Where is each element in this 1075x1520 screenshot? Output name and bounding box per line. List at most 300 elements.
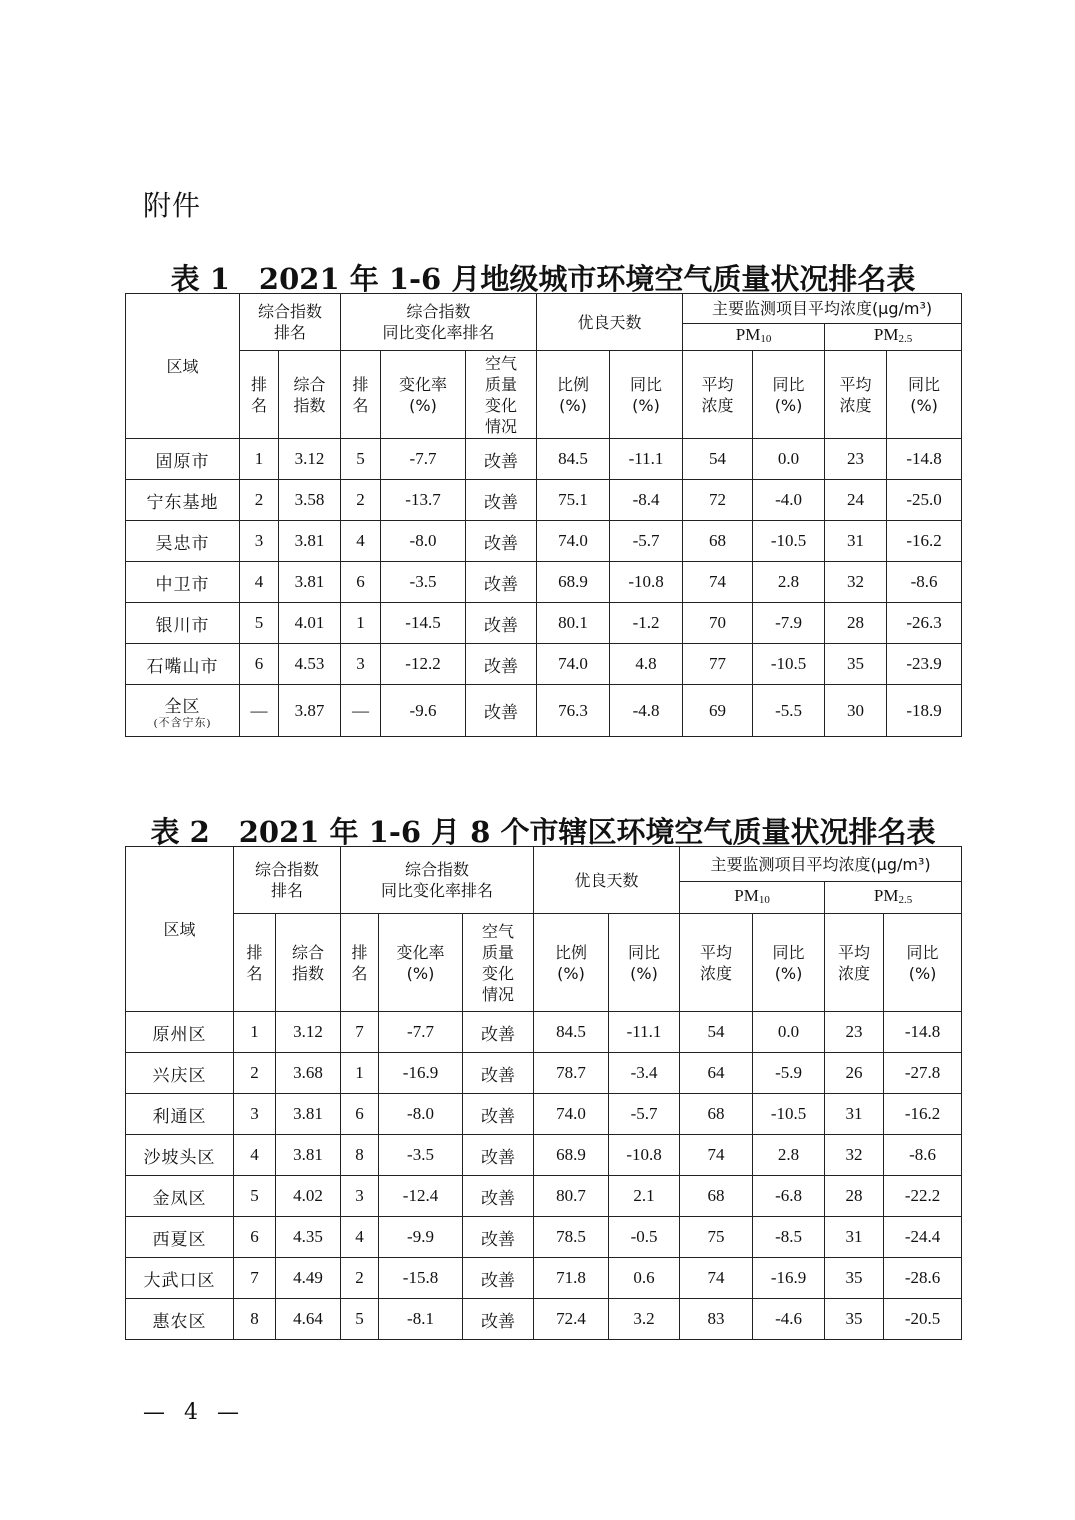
header-index <box>276 914 341 1012</box>
cell-region <box>126 1299 234 1340</box>
cell-pm10: 64 <box>680 1053 753 1094</box>
cell-pm10-yoy: -8.5 <box>753 1217 825 1258</box>
cell-change-rank: 4 <box>341 1217 379 1258</box>
cell-index: 3.81 <box>279 562 341 603</box>
cell-rank: 8 <box>234 1299 276 1340</box>
cell-change-rate: -13.7 <box>381 480 466 521</box>
cell-yoy: -4.8 <box>610 685 683 737</box>
header-pm25-yoy <box>887 351 962 439</box>
header-pm25-avg-line: 平均 <box>838 942 871 962</box>
cell-rank: 3 <box>234 1094 276 1135</box>
header-region: 区域 <box>126 294 240 439</box>
header-change-rank-num-text: 排名 <box>351 942 368 983</box>
cell-condition: 改善 <box>463 1258 534 1299</box>
cell-ratio: 68.9 <box>534 1135 609 1176</box>
cell-rank: 4 <box>234 1135 276 1176</box>
cell-change-rate: -7.7 <box>381 439 466 480</box>
cell-index: 4.64 <box>276 1299 341 1340</box>
cell-change-rate: -15.8 <box>379 1258 463 1299</box>
header-pm10-avg <box>683 351 753 439</box>
header-yoy-line: (%) <box>630 963 658 983</box>
cell-ratio: 68.9 <box>537 562 610 603</box>
header-quality-change <box>463 914 534 1012</box>
cell-yoy: 2.1 <box>609 1176 680 1217</box>
pm25-sub: 2.5 <box>898 893 913 906</box>
cell-pm10-yoy: -4.6 <box>753 1299 825 1340</box>
cell-index: 4.02 <box>276 1176 341 1217</box>
cell-yoy: -10.8 <box>610 562 683 603</box>
header-quality-change <box>466 351 537 439</box>
header-change-rank-line: 综合指数 <box>406 302 471 321</box>
cell-ratio: 74.0 <box>537 644 610 685</box>
cell-pm10: 68 <box>680 1094 753 1135</box>
header-pm10-yoy-line: 同比 <box>772 942 805 962</box>
cell-region <box>126 1135 234 1176</box>
cell-pm25-yoy: -18.9 <box>887 685 962 737</box>
cell-condition: 改善 <box>463 1012 534 1053</box>
region-name: 吴忠市 <box>155 533 210 553</box>
cell-index: 3.81 <box>276 1135 341 1176</box>
table2-district-ranking <box>125 846 962 1340</box>
cell-pm10-yoy: -10.5 <box>753 644 825 685</box>
region-name: 金凤区 <box>152 1188 207 1208</box>
cell-change-rate: -3.5 <box>381 562 466 603</box>
cell-ratio: 71.8 <box>534 1258 609 1299</box>
cell-change-rate: -12.2 <box>381 644 466 685</box>
cell-yoy: -3.4 <box>609 1053 680 1094</box>
cell-condition: 改善 <box>463 1094 534 1135</box>
header-pm25-yoy-line: (%) <box>908 963 937 983</box>
cell-change-rank: 1 <box>341 1053 379 1094</box>
cell-pm25-yoy: -14.8 <box>884 1012 962 1053</box>
cell-yoy: -11.1 <box>610 439 683 480</box>
header-pm25-avg <box>825 351 887 439</box>
header-ratio-line: 比例 <box>557 374 590 394</box>
cell-index: 3.81 <box>276 1094 341 1135</box>
cell-region <box>126 521 240 562</box>
cell-ratio: 72.4 <box>534 1299 609 1340</box>
cell-rank: 5 <box>234 1176 276 1217</box>
cell-pm10-yoy: -6.8 <box>753 1176 825 1217</box>
table-row <box>126 439 962 480</box>
header-pollutants: 主要监测项目平均浓度(μg/m³) <box>680 847 962 882</box>
header-change-rank-line: 同比变化率排名 <box>382 323 495 342</box>
cell-rank: 6 <box>234 1217 276 1258</box>
header-pm25-avg <box>825 914 884 1012</box>
header-pm25-avg-line: 浓度 <box>838 963 871 983</box>
cell-index: 3.12 <box>276 1012 341 1053</box>
header-pm25 <box>825 324 962 351</box>
header-pollutants: 主要监测项目平均浓度(μg/m³) <box>683 294 962 324</box>
cell-change-rate: -14.5 <box>381 603 466 644</box>
cell-pm25: 35 <box>825 644 887 685</box>
header-pm10-yoy <box>753 914 825 1012</box>
region-name: 固原市 <box>155 451 210 471</box>
cell-index: 3.87 <box>279 685 341 737</box>
header-change-rate-line: 变化率 <box>399 374 448 394</box>
cell-region <box>126 562 240 603</box>
cell-change-rank: 6 <box>341 1094 379 1135</box>
cell-pm25-yoy: -8.6 <box>887 562 962 603</box>
pm25-base: PM <box>873 885 899 905</box>
cell-rank: 1 <box>234 1012 276 1053</box>
header-quality-change-text: 空气质量变化情况 <box>482 921 515 1004</box>
pm25-label <box>874 886 912 905</box>
cell-pm25: 31 <box>825 1094 884 1135</box>
header-composite-rank <box>240 294 341 351</box>
header-yoy <box>609 914 680 1012</box>
cell-index: 3.58 <box>279 480 341 521</box>
pm25-base: PM <box>873 325 899 344</box>
cell-change-rank: 2 <box>341 480 381 521</box>
header-index <box>279 351 341 439</box>
cell-rank: — <box>240 685 279 737</box>
cell-condition: 改善 <box>466 603 537 644</box>
header-pm25-yoy <box>884 914 962 1012</box>
cell-ratio: 76.3 <box>537 685 610 737</box>
cell-index: 3.12 <box>279 439 341 480</box>
cell-pm10-yoy: -4.0 <box>753 480 825 521</box>
cell-pm10-yoy: 0.0 <box>753 1012 825 1053</box>
table-row <box>126 1094 962 1135</box>
cell-index: 3.81 <box>279 521 341 562</box>
cell-pm10-yoy: 2.8 <box>753 1135 825 1176</box>
cell-condition: 改善 <box>466 562 537 603</box>
cell-ratio: 84.5 <box>534 1012 609 1053</box>
header-yoy-line: 同比 <box>628 942 661 962</box>
cell-ratio: 84.5 <box>537 439 610 480</box>
region-name: 中卫市 <box>155 574 210 594</box>
region-name: 原州区 <box>152 1024 207 1044</box>
cell-pm10: 83 <box>680 1299 753 1340</box>
cell-ratio: 75.1 <box>537 480 610 521</box>
cell-pm25: 23 <box>825 1012 884 1053</box>
table-row <box>126 480 962 521</box>
cell-index: 4.01 <box>279 603 341 644</box>
cell-pm10-yoy: -5.9 <box>753 1053 825 1094</box>
header-pm10-avg-line: 浓度 <box>700 963 733 983</box>
cell-change-rate: -8.0 <box>381 521 466 562</box>
cell-change-rank: 4 <box>341 521 381 562</box>
cell-pm25-yoy: -26.3 <box>887 603 962 644</box>
region-name: 西夏区 <box>152 1229 207 1249</box>
header-ratio <box>534 914 609 1012</box>
header-pm10-avg <box>680 914 753 1012</box>
cell-ratio: 74.0 <box>537 521 610 562</box>
cell-change-rank: 7 <box>341 1012 379 1053</box>
header-composite-rank-line: 排名 <box>274 323 307 342</box>
cell-pm25-yoy: -24.4 <box>884 1217 962 1258</box>
cell-pm10-yoy: -16.9 <box>753 1258 825 1299</box>
header-pm25-avg-line: 浓度 <box>839 395 872 415</box>
region-name: 大武口区 <box>143 1270 216 1290</box>
cell-region <box>126 480 240 521</box>
header-change-rank-num-text: 排名 <box>352 374 369 415</box>
header-change-rank-num <box>341 914 379 1012</box>
header-pm10-avg-line: 平均 <box>700 942 733 962</box>
cell-region <box>126 1217 234 1258</box>
cell-condition: 改善 <box>466 685 537 737</box>
cell-pm25-yoy: -22.2 <box>884 1176 962 1217</box>
cell-pm10: 54 <box>680 1012 753 1053</box>
cell-region <box>126 685 240 737</box>
header-ratio-line: (%) <box>559 395 587 415</box>
cell-pm25: 32 <box>825 562 887 603</box>
cell-change-rank: 5 <box>341 1299 379 1340</box>
cell-pm10-yoy: -10.5 <box>753 1094 825 1135</box>
cell-yoy: -5.7 <box>610 521 683 562</box>
cell-change-rank: — <box>341 685 381 737</box>
cell-change-rate: -12.4 <box>379 1176 463 1217</box>
header-pm10-yoy-line: (%) <box>774 395 803 415</box>
cell-rank: 2 <box>234 1053 276 1094</box>
cell-condition: 改善 <box>466 521 537 562</box>
table-row <box>126 603 962 644</box>
region-name: 银川市 <box>155 615 210 635</box>
cell-change-rank: 3 <box>341 1176 379 1217</box>
header-rank <box>240 351 279 439</box>
cell-pm10: 72 <box>683 480 753 521</box>
cell-pm25: 35 <box>825 1258 884 1299</box>
header-yoy <box>610 351 683 439</box>
region-name: 兴庆区 <box>152 1065 207 1085</box>
cell-change-rate: -8.0 <box>379 1094 463 1135</box>
header-quality-change-text: 空气质量变化情况 <box>485 353 518 436</box>
cell-change-rank: 1 <box>341 603 381 644</box>
header-pm10 <box>683 324 825 351</box>
cell-rank: 1 <box>240 439 279 480</box>
region-name: 沙坡头区 <box>143 1147 216 1167</box>
pm10-sub: 10 <box>758 893 770 906</box>
cell-pm10: 77 <box>683 644 753 685</box>
cell-ratio: 74.0 <box>534 1094 609 1135</box>
header-region: 区域 <box>126 847 234 1012</box>
cell-ratio: 80.1 <box>537 603 610 644</box>
cell-pm25: 31 <box>825 1217 884 1258</box>
cell-index: 3.68 <box>276 1053 341 1094</box>
header-pm10-yoy-line: 同比 <box>772 374 805 394</box>
header-change-rank-line: 综合指数 <box>405 860 470 879</box>
header-change-rank-num <box>341 351 381 439</box>
table1-title: 表 1 2021 年 1-6 月地级城市环境空气质量状况排名表 <box>170 262 916 296</box>
table-row <box>126 1299 962 1340</box>
cell-pm10: 75 <box>680 1217 753 1258</box>
cell-yoy: 3.2 <box>609 1299 680 1340</box>
cell-region <box>126 603 240 644</box>
table-row <box>126 1258 962 1299</box>
pm25-label <box>874 325 912 344</box>
cell-pm10-yoy: -7.9 <box>753 603 825 644</box>
cell-pm25-yoy: -8.6 <box>884 1135 962 1176</box>
cell-rank: 6 <box>240 644 279 685</box>
header-ratio <box>537 351 610 439</box>
pm10-base: PM <box>734 885 759 905</box>
cell-pm10: 74 <box>683 562 753 603</box>
cell-yoy: -10.8 <box>609 1135 680 1176</box>
table-row <box>126 562 962 603</box>
cell-pm10: 68 <box>683 521 753 562</box>
cell-region <box>126 1258 234 1299</box>
table-row <box>126 521 962 562</box>
header-composite-rank <box>234 847 341 914</box>
region-name: 全区 <box>164 696 201 716</box>
header-pm25-avg-line: 平均 <box>839 374 872 394</box>
table-row <box>126 1217 962 1258</box>
pm10-base: PM <box>735 325 761 344</box>
header-pm10-yoy-line: (%) <box>774 963 803 983</box>
cell-pm10: 74 <box>680 1135 753 1176</box>
header-rank-text: 排名 <box>251 374 268 415</box>
header-change-rank-line: 同比变化率排名 <box>381 881 494 900</box>
cell-pm10-yoy: -5.5 <box>753 685 825 737</box>
table-row <box>126 685 962 737</box>
header-good-days: 优良天数 <box>537 294 683 351</box>
cell-pm10: 69 <box>683 685 753 737</box>
header-pm25-yoy-line: (%) <box>910 395 938 415</box>
header-pm10-avg-line: 浓度 <box>701 395 734 415</box>
cell-condition: 改善 <box>466 480 537 521</box>
header-change-rank <box>341 847 534 914</box>
table-row <box>126 644 962 685</box>
header-pm25-yoy-line: 同比 <box>906 942 939 962</box>
cell-yoy: -0.5 <box>609 1217 680 1258</box>
cell-pm25-yoy: -14.8 <box>887 439 962 480</box>
cell-condition: 改善 <box>463 1176 534 1217</box>
header-change-rate-line: (%) <box>409 395 437 415</box>
cell-region <box>126 1012 234 1053</box>
region-name: 宁东基地 <box>146 492 219 512</box>
cell-pm25-yoy: -23.9 <box>887 644 962 685</box>
header-pm25 <box>825 882 962 914</box>
cell-pm25: 35 <box>825 1299 884 1340</box>
cell-pm10-yoy: -10.5 <box>753 521 825 562</box>
cell-index: 4.49 <box>276 1258 341 1299</box>
table1-city-ranking <box>125 293 962 737</box>
cell-change-rank: 3 <box>341 644 381 685</box>
header-ratio-line: 比例 <box>555 942 588 962</box>
cell-pm10: 54 <box>683 439 753 480</box>
cell-yoy: 4.8 <box>610 644 683 685</box>
pm25-sub: 2.5 <box>898 333 913 345</box>
cell-pm25: 32 <box>825 1135 884 1176</box>
cell-pm10: 70 <box>683 603 753 644</box>
cell-condition: 改善 <box>466 439 537 480</box>
header-pm25-yoy-line: 同比 <box>908 374 941 394</box>
pm10-label <box>734 886 770 905</box>
pm10-sub: 10 <box>760 333 772 345</box>
cell-region <box>126 644 240 685</box>
cell-pm25: 31 <box>825 521 887 562</box>
header-index-text: 综合指数 <box>293 374 326 415</box>
page-number: — 4 — <box>143 1400 245 1425</box>
header-change-rate <box>381 351 466 439</box>
cell-condition: 改善 <box>466 644 537 685</box>
cell-rank: 3 <box>240 521 279 562</box>
cell-condition: 改善 <box>463 1299 534 1340</box>
cell-region <box>126 439 240 480</box>
cell-region <box>126 1176 234 1217</box>
table-row <box>126 1135 962 1176</box>
table-row <box>126 1176 962 1217</box>
cell-pm10: 68 <box>680 1176 753 1217</box>
header-rank-text: 排名 <box>246 942 263 983</box>
cell-pm25: 28 <box>825 1176 884 1217</box>
cell-pm25: 28 <box>825 603 887 644</box>
cell-index: 4.35 <box>276 1217 341 1258</box>
cell-yoy: -11.1 <box>609 1012 680 1053</box>
cell-pm25: 24 <box>825 480 887 521</box>
cell-ratio: 78.7 <box>534 1053 609 1094</box>
region-note: (不含宁东) <box>153 716 212 729</box>
cell-pm25-yoy: -20.5 <box>884 1299 962 1340</box>
cell-change-rank: 8 <box>341 1135 379 1176</box>
cell-change-rate: -9.6 <box>381 685 466 737</box>
cell-pm25: 30 <box>825 685 887 737</box>
region-name: 惠农区 <box>152 1311 207 1331</box>
cell-change-rate: -3.5 <box>379 1135 463 1176</box>
header-composite-rank-line: 综合指数 <box>258 302 323 321</box>
cell-ratio: 78.5 <box>534 1217 609 1258</box>
table-row <box>126 1053 962 1094</box>
attachment-label: 附件 <box>143 189 202 222</box>
cell-change-rank: 2 <box>341 1258 379 1299</box>
header-composite-rank-line: 排名 <box>271 881 304 900</box>
header-change-rate <box>379 914 463 1012</box>
cell-pm25-yoy: -27.8 <box>884 1053 962 1094</box>
header-yoy-line: (%) <box>632 395 660 415</box>
cell-yoy: -8.4 <box>610 480 683 521</box>
cell-yoy: -5.7 <box>609 1094 680 1135</box>
header-pm10-avg-line: 平均 <box>701 374 734 394</box>
region-name: 石嘴山市 <box>146 656 219 676</box>
cell-region <box>126 1094 234 1135</box>
header-composite-rank-line: 综合指数 <box>255 860 320 879</box>
header-index-text: 综合指数 <box>292 942 325 983</box>
header-change-rate-line: (%) <box>406 963 435 983</box>
cell-change-rank: 6 <box>341 562 381 603</box>
table-row <box>126 1012 962 1053</box>
header-good-days: 优良天数 <box>534 847 680 914</box>
cell-condition: 改善 <box>463 1135 534 1176</box>
cell-index: 4.53 <box>279 644 341 685</box>
cell-change-rank: 5 <box>341 439 381 480</box>
pm10-label <box>736 325 772 344</box>
cell-change-rate: -9.9 <box>379 1217 463 1258</box>
cell-change-rate: -8.1 <box>379 1299 463 1340</box>
cell-rank: 7 <box>234 1258 276 1299</box>
cell-pm25-yoy: -16.2 <box>887 521 962 562</box>
cell-change-rate: -7.7 <box>379 1012 463 1053</box>
cell-pm25-yoy: -16.2 <box>884 1094 962 1135</box>
cell-rank: 4 <box>240 562 279 603</box>
cell-pm10-yoy: 2.8 <box>753 562 825 603</box>
cell-ratio: 80.7 <box>534 1176 609 1217</box>
header-ratio-line: (%) <box>557 963 585 983</box>
cell-yoy: -1.2 <box>610 603 683 644</box>
cell-condition: 改善 <box>463 1053 534 1094</box>
table2-title: 表 2 2021 年 1-6 月 8 个市辖区环境空气质量状况排名表 <box>150 815 936 849</box>
header-pm10-yoy <box>753 351 825 439</box>
cell-condition: 改善 <box>463 1217 534 1258</box>
cell-pm25-yoy: -25.0 <box>887 480 962 521</box>
cell-pm25: 23 <box>825 439 887 480</box>
cell-pm25-yoy: -28.6 <box>884 1258 962 1299</box>
cell-rank: 5 <box>240 603 279 644</box>
cell-pm10: 74 <box>680 1258 753 1299</box>
header-change-rate-line: 变化率 <box>396 942 445 962</box>
cell-pm10-yoy: 0.0 <box>753 439 825 480</box>
header-change-rank <box>341 294 537 351</box>
